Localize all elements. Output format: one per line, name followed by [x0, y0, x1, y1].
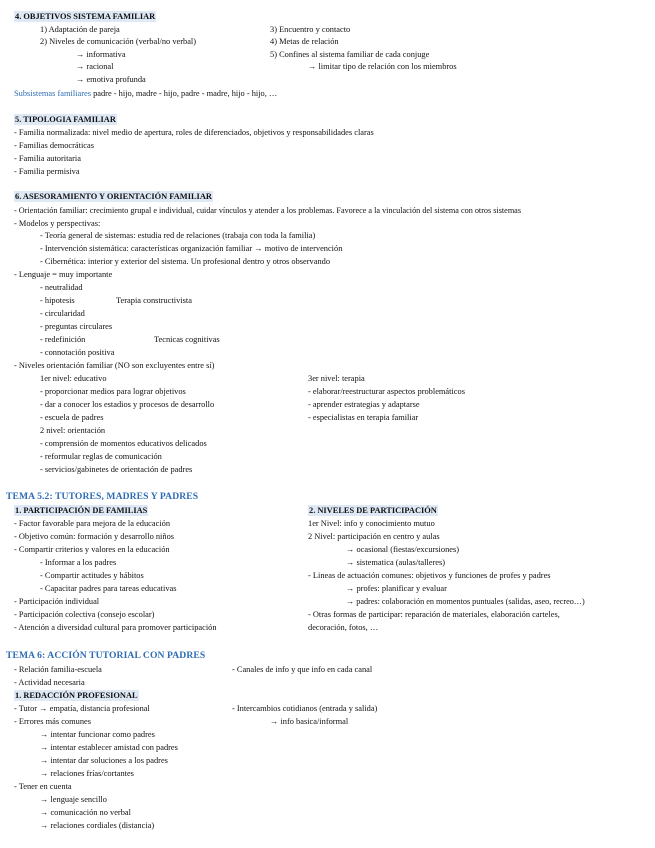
- s6-level1-1: - proporcionar medios para lograr objetivos: [40, 387, 186, 396]
- s6-language-note-1: Terapia constructivista: [116, 296, 192, 305]
- t52-p1-3: - Compartir criterios y valores en la educación: [14, 545, 170, 554]
- t52-p1-2: - Objetivo común: formación y desarrollo niños: [14, 532, 175, 541]
- t6-exchange: - Intercambios cotidianos (entrada y salida): [232, 704, 378, 713]
- s4-right-1: 3) Encuentro y contacto: [270, 25, 351, 34]
- s6-levels-title: - Niveles orientación familiar (NO son excluyentes entre sí): [14, 361, 215, 370]
- t6-left-top-2: - Actividad necesaria: [14, 678, 85, 687]
- t52-p2-9: decoración, fotos, …: [308, 623, 379, 632]
- s6-level3-1: - elaborar/reestructurar aspectos problemáticos: [308, 387, 465, 396]
- s6-model-1: - Teoría general de sistemas: estudia red de relaciones (trabaja con toda la familia): [40, 231, 316, 240]
- t6-keep-2: → comunicación no verbal: [40, 808, 131, 817]
- t52-p2-1: 1er Nivel: info y conocimiento mutuo: [308, 519, 435, 528]
- s4-left-4: → racional: [76, 62, 114, 71]
- s4-right-3: 5) Confines al sistema familiar de cada conjuge: [270, 50, 430, 59]
- t6-redaccion-title: 1. REDACCIÓN PROFESIONAL: [15, 691, 138, 700]
- s6-level1-2: - dar a conocer los estadios y procesos de desarrollo: [40, 400, 215, 409]
- s6-level3-title: 3er nivel: terapia: [308, 374, 365, 383]
- s6-language-6: - connotación positiva: [40, 348, 115, 357]
- section-6-title: 6. ASESORAMIENTO Y ORIENTACIÓN FAMILIAR: [15, 192, 212, 201]
- s6-level1-title: 1er nivel: educativo: [40, 374, 107, 383]
- subsystems-line: [14, 88, 277, 99]
- s6-language-3: - circularidad: [40, 309, 85, 318]
- s4-left-2: 2) Niveles de comunicación (verbal/no verbal): [40, 37, 197, 46]
- s4-right-2: 4) Metas de relación: [270, 37, 339, 46]
- t6-keep-3: → relaciones cordiales (distancia): [40, 821, 155, 830]
- subsystems-label: Subsistemas familiares: [14, 89, 91, 98]
- s6-model-2: - Intervención sistemática: características organización familiar → motivo de intervención: [40, 244, 343, 253]
- t52-p1-4: - Informar a los padres: [40, 558, 117, 567]
- section-4-title: 4. OBJETIVOS SISTEMA FAMILIAR: [15, 12, 156, 21]
- t52-p2-2: 2 Nivel: participación en centro y aulas: [308, 532, 440, 541]
- s4-left-1: 1) Adaptación de pareja: [40, 25, 120, 34]
- t52-p1-8: - Participación colectiva (consejo escolar): [14, 610, 155, 619]
- t6-keep-1: → lenguaje sencillo: [40, 795, 107, 804]
- s5-item-3: - Familia autoritaria: [14, 154, 81, 163]
- s6-level3-3: - especialistas en terapia familiar: [308, 413, 419, 422]
- s5-item-1: - Familia normalizada: nivel medio de apertura, roles de diferenciados, objetivos y responsabilidades claras: [14, 128, 374, 137]
- s6-language-1: - neutralidad: [40, 283, 83, 292]
- t52-p1-9: - Atención a diversidad cultural para promover participación: [14, 623, 217, 632]
- s6-level2-title: 2 nivel: orientación: [40, 426, 106, 435]
- s6-models-title: - Modelos y perspectivas:: [14, 219, 101, 228]
- t52-p1-7: - Participación individual: [14, 597, 100, 606]
- t52-p2-4: → sistematica (aulas/talleres): [346, 558, 446, 567]
- t6-error-2: → intentar establecer amistad con padres: [40, 743, 178, 752]
- t52-p2-5: - Lineas de actuación comunes: objetivos y funciones de profes y padres: [308, 571, 551, 580]
- t6-errors-title: - Errores más comunes: [14, 717, 91, 726]
- s4-right-4: → limitar tipo de relación con los miembros: [308, 62, 457, 71]
- t52-p2-6: → profes: planificar y evaluar: [346, 584, 447, 593]
- s6-level2-1: - comprensión de momentos educativos delicados: [40, 439, 207, 448]
- s6-language-2: - hipotesis: [40, 296, 75, 305]
- s6-language-title: - Lenguaje = muy importante: [14, 270, 113, 279]
- t52-p2-8: - Otras formas de participar: reparación de materiales, elaboración carteles,: [308, 610, 560, 619]
- s5-item-2: - Familias democráticas: [14, 141, 95, 150]
- t52-p2-3: → ocasional (fiestas/excursiones): [346, 545, 460, 554]
- tema-5-2-title: TEMA 5.2: TUTORES, MADRES Y PADRES: [6, 491, 199, 502]
- t6-keep-title: - Tener en cuenta: [14, 782, 72, 791]
- s6-model-3: - Cibernética: interior y exterior del sistema. Un profesional dentro y otros observando: [40, 257, 331, 266]
- s6-level2-2: - reformular reglas de comunicación: [40, 452, 162, 461]
- t6-left-top-1: - Relación familia-escuela: [14, 665, 102, 674]
- s6-level3-2: - aprender estrategias y adaptarse: [308, 400, 420, 409]
- t6-right-top: - Canales de info y que info en cada canal: [232, 665, 373, 674]
- t6-error-3: → intentar dar soluciones a los padres: [40, 756, 168, 765]
- s4-left-3: → informativa: [76, 50, 126, 59]
- section-5-title: 5. TIPOLOGIA FAMILIAR: [15, 115, 116, 124]
- t6-tutor: - Tutor → empatía, distancia profesional: [14, 704, 150, 713]
- s6-language-4: - preguntas circulares: [40, 322, 113, 331]
- t52-p1-5: - Compartir actitudes y hábitos: [40, 571, 144, 580]
- s6-language-note-2: Tecnicas cognitivas: [154, 335, 220, 344]
- subsystems-text: padre - hijo, madre - hijo, padre - madre, hijo - hijo, …: [93, 89, 278, 98]
- t52-p1-6: - Capacitar padres para tareas educativas: [40, 584, 177, 593]
- t52-p1-1: - Factor favorable para mejora de la educación: [14, 519, 171, 528]
- t52-p2-7: → padres: colaboración en momentos puntuales (salidas, aseo, recreo…): [346, 597, 585, 606]
- s4-left-5: → emotiva profunda: [76, 75, 146, 84]
- t52-p1-title: 1. PARTICIPACIÓN DE FAMILIAS: [15, 506, 148, 515]
- s6-level1-3: - escuela de padres: [40, 413, 104, 422]
- s6-language-5: - redefinición: [40, 335, 86, 344]
- t6-error-4: → relaciones frías/cortantes: [40, 769, 134, 778]
- s6-orientation: - Orientación familiar: crecimiento grupal e individual, cuidar vínculos y atender a los problemas. Favorece a la vinculación del sistema con otros sistemas: [14, 206, 522, 215]
- s6-level2-3: - servicios/gabinetes de orientación de padres: [40, 465, 193, 474]
- t6-error-1: → intentar funcionar como padres: [40, 730, 155, 739]
- t52-p2-title: 2. NIVELES DE PARTICIPACIÓN: [309, 506, 437, 515]
- t6-exchange-sub: → info basica/informal: [270, 717, 349, 726]
- tema-6-title: TEMA 6: ACCIÓN TUTORIAL CON PADRES: [6, 650, 206, 661]
- s5-item-4: - Familia permisiva: [14, 167, 80, 176]
